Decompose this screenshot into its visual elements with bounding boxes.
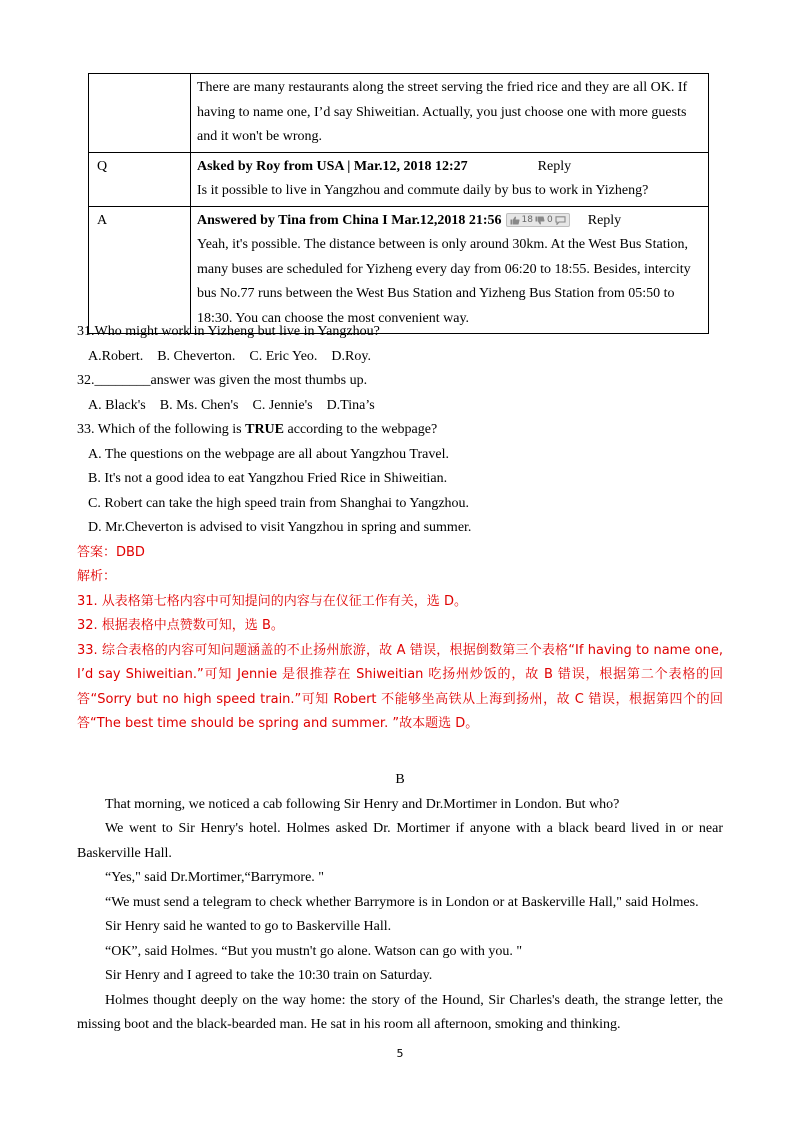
stem-text: according to the webpage? bbox=[284, 422, 438, 437]
analysis-title: 解析： bbox=[77, 569, 117, 584]
answer-line: many buses are scheduled for Yizheng every day from 06:20 to 18:55. Besides, intercity bbox=[197, 261, 691, 277]
answer-key: 答案：DBD bbox=[77, 544, 145, 560]
comment-icon[interactable] bbox=[555, 216, 566, 225]
rating-widget bbox=[506, 213, 570, 227]
question-33-option: B. It's not a good idea to eat Yangzhou Fried Rice in Shiweitian. bbox=[88, 471, 448, 486]
analysis-32: 32. 根据表格中点赞数可知，选 B。 bbox=[77, 618, 284, 633]
reading-passage bbox=[77, 768, 723, 1038]
stem-emphasis: TRUE bbox=[245, 422, 285, 437]
asker-info: Asked by Roy from USA | Mar.12, 2018 12:27 bbox=[197, 158, 468, 174]
answer-cell bbox=[191, 206, 709, 334]
answer-line: There are many restaurants along the street serving the fried rice and they are all OK. If bbox=[197, 80, 688, 95]
answer-line: bus No.77 runs between the West Bus Station and Yizheng Bus Station from 05:50 to bbox=[197, 286, 675, 301]
answer-line: 18:30. You can choose the most convenient way. bbox=[197, 310, 470, 326]
table-row bbox=[89, 206, 709, 334]
question-33-option: C. Robert can take the high speed train from Shanghai to Yangzhou. bbox=[88, 495, 470, 511]
question-33-stem bbox=[77, 418, 727, 443]
passage-paragraph: That morning, we noticed a cab following Sir Henry and Dr.Mortimer in London. But who? bbox=[105, 796, 620, 812]
passage-paragraph: “OK”, said Holmes. “But you mustn't go alone. Watson can go with you. " bbox=[105, 943, 523, 959]
analysis-31: 31. 从表格第七格内容中可知提问的内容与在仪征工作有关，选 D。 bbox=[77, 593, 467, 609]
thumbs-up-icon[interactable] bbox=[510, 216, 520, 225]
answer-line: and it won't be wrong. bbox=[197, 129, 323, 144]
question-text: Is it possible to live in Yangzhou and commute daily by bus to work in Yizheng? bbox=[197, 183, 649, 198]
question-32-options: A. Black's B. Ms. Chen's C. Jennie's D.Tina’s bbox=[88, 397, 375, 413]
passage-paragraph: Sir Henry said he wanted to go to Baskerville Hall. bbox=[105, 919, 392, 934]
thumbs-down-icon[interactable] bbox=[535, 216, 545, 225]
questions-section bbox=[77, 320, 727, 737]
answer-cell bbox=[191, 74, 709, 153]
row-label bbox=[89, 74, 191, 153]
question-31-stem: 31.Who might work in Yizheng but live in Yangzhou? bbox=[77, 324, 380, 339]
question-32-stem: 32.________answer was given the most thumbs up. bbox=[77, 373, 368, 388]
answer-line: having to name one, I’d say Shiweitian. Actually, you just choose one with more guests bbox=[197, 104, 687, 120]
passage-paragraph: “We must send a telegram to check whether Barrymore is in London or at Baskerville Hall," said Holmes. bbox=[105, 894, 699, 910]
passage-paragraph: Holmes thought deeply on the way home: the story of the Hound, Sir Charles's death, the strange letter, the missing boot and the black-bearded man. He sat in his room all afternoon, smoking and thinking. bbox=[77, 992, 723, 1032]
row-label: A bbox=[89, 206, 191, 334]
question-header bbox=[197, 155, 702, 180]
passage-paragraph: We went to Sir Henry's hotel. Holmes asked Dr. Mortimer if anyone with a black beard lived in or near Baskerville Hall. bbox=[77, 821, 723, 861]
row-label: Q bbox=[89, 152, 191, 206]
stem-text: 33. Which of the following is bbox=[77, 422, 246, 437]
page-number: 5 bbox=[396, 1047, 404, 1060]
question-31-options: A.Robert. B. Cheverton. C. Eric Yeo. D.Roy. bbox=[88, 348, 371, 364]
passage-paragraph: “Yes," said Dr.Mortimer,“Barrymore. " bbox=[105, 870, 325, 885]
dislikes-count: 0 bbox=[547, 215, 553, 226]
qa-table bbox=[88, 73, 709, 334]
likes-count: 18 bbox=[521, 215, 533, 226]
table-row bbox=[89, 152, 709, 206]
analysis-33: 33. 综合表格的内容可知问题涵盖的不止扬州旅游，故 A 错误，根据倒数第三个表格“If having to name one, I’d say Shiweitian.”可知 Jennie 是很推荐在 Shiweitian 吃扬州炒饭的，故 B 错误，根据第二个表格的回答“Sorry but no high speed train.”可知 Robert 不能够坐高铁从上海到扬州，故 C 错误，根据第四个的回答“The best time should be spring and summer. ”故本题选 D。 bbox=[77, 642, 723, 731]
passage-heading: B bbox=[395, 772, 405, 787]
reply-link[interactable]: Reply bbox=[587, 212, 622, 228]
answerer-info: Answered by Tina from China I Mar.12,2018 21:56 bbox=[197, 212, 502, 228]
reply-link[interactable]: Reply bbox=[537, 158, 572, 174]
question-33-option: D. Mr.Cheverton is advised to visit Yangzhou in spring and summer. bbox=[88, 520, 472, 535]
table-row bbox=[89, 74, 709, 153]
question-cell bbox=[191, 152, 709, 206]
question-33-option: A. The questions on the webpage are all about Yangzhou Travel. bbox=[88, 446, 449, 462]
passage-paragraph: Sir Henry and I agreed to take the 10:30 train on Saturday. bbox=[105, 968, 433, 983]
answer-header bbox=[197, 209, 702, 234]
answer-line: Yeah, it's possible. The distance between is only around 30km. At the West Bus Station, bbox=[197, 237, 688, 252]
